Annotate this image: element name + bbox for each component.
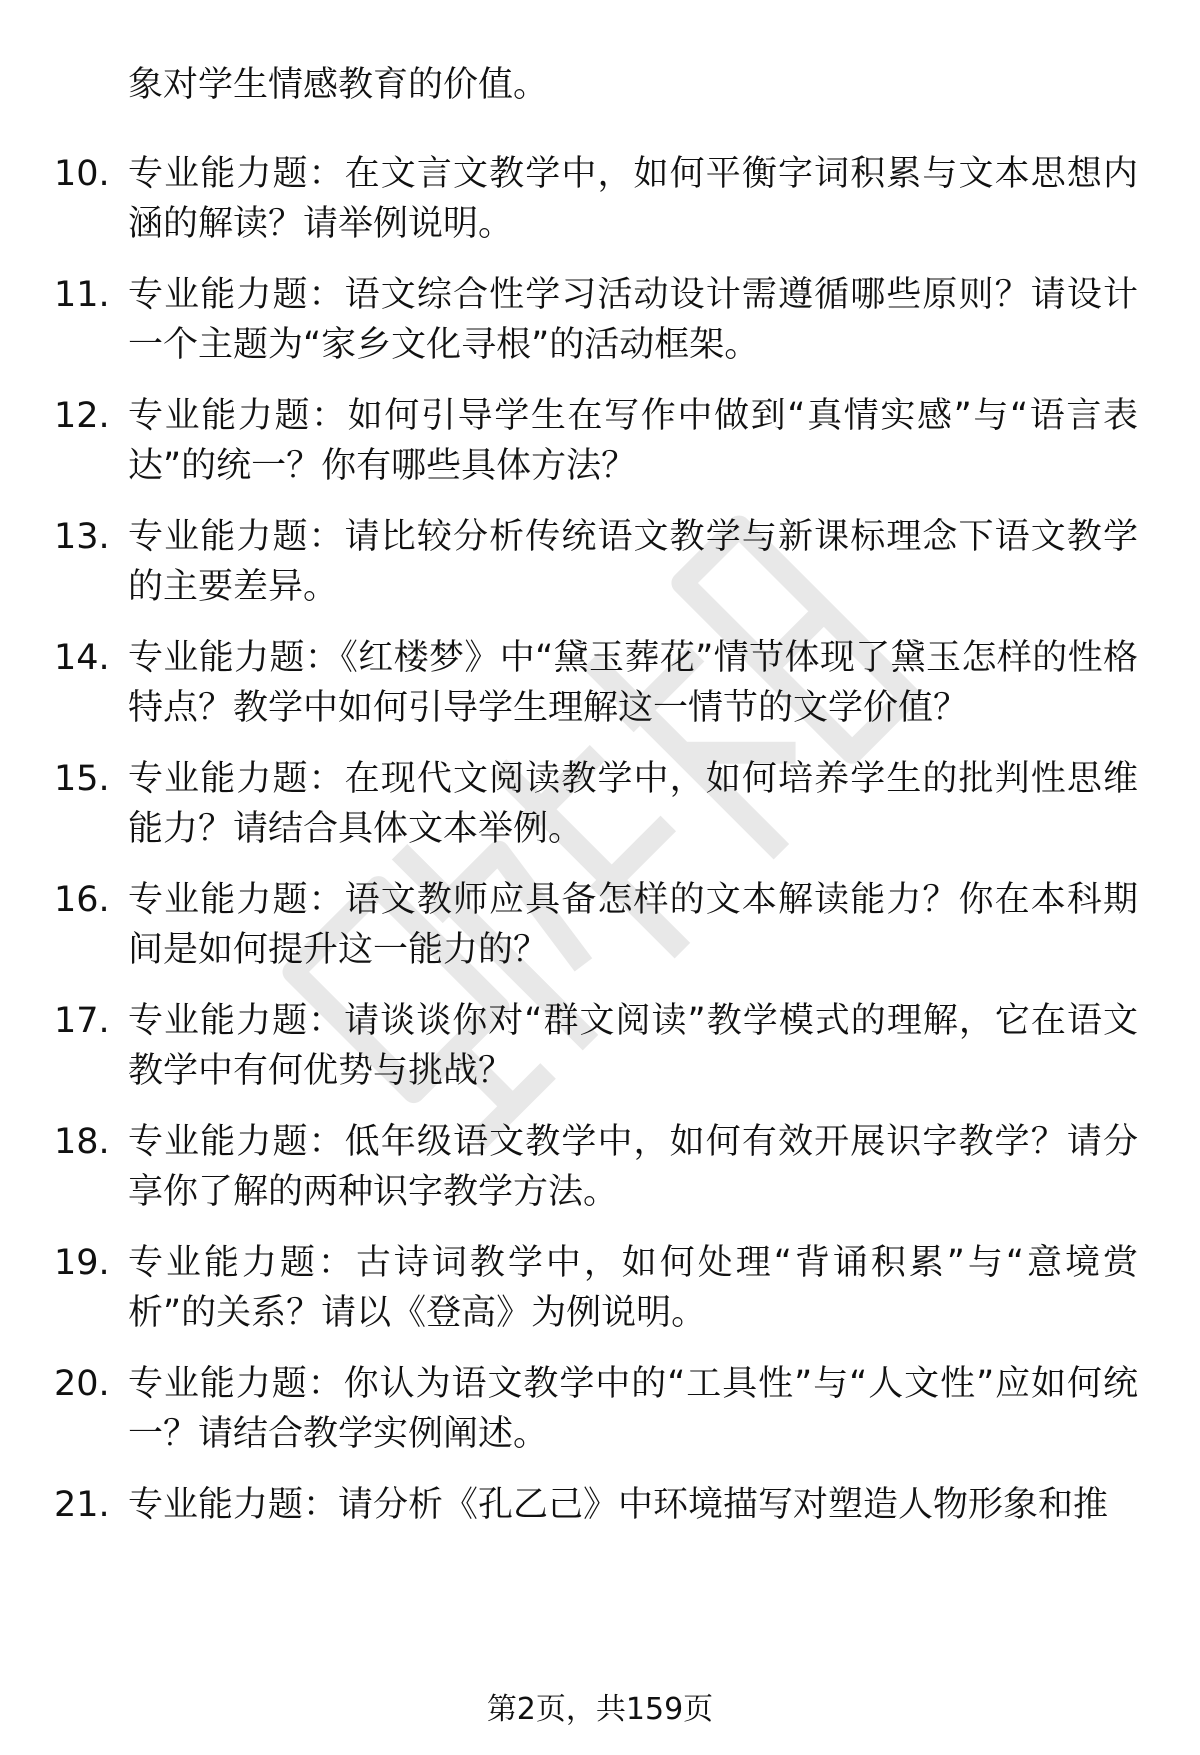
question-list: [0, 149, 1200, 1601]
question-text: 专业能力题：在现代文阅读教学中，如何培养学生的批判性思维能力？请结合具体文本举例。: [128, 759, 1138, 849]
question-item: [0, 633, 1200, 733]
question-item: [0, 1480, 1200, 1580]
question-number: 21.: [54, 1485, 110, 1525]
question-number: 20.: [54, 1364, 110, 1404]
question-item: [0, 512, 1200, 612]
question-item: [0, 754, 1200, 854]
question-number: 12.: [54, 396, 110, 436]
question-number: 16.: [54, 880, 110, 920]
question-number: 17.: [54, 1001, 110, 1041]
question-item: [0, 270, 1200, 370]
question-text: 专业能力题：语文综合性学习活动设计需遵循哪些原则？请设计一个主题为“家乡文化寻根”的活动框架。: [128, 275, 1138, 365]
question-item: [0, 1238, 1200, 1338]
question-item: [0, 149, 1200, 249]
question-item: [0, 996, 1200, 1096]
page-footer: 第2页，共159页: [486, 1692, 714, 1727]
question-text: 专业能力题：如何引导学生在写作中做到“真情实感”与“语言表达”的统一？你有哪些具体方法？: [128, 396, 1138, 486]
question-text: 专业能力题：语文教师应具备怎样的文本解读能力？你在本科期间是如何提升这一能力的？: [128, 880, 1138, 970]
question-item: [0, 1359, 1200, 1459]
question-number: 11.: [54, 275, 110, 315]
question-number: 18.: [54, 1122, 110, 1162]
question-number: 19.: [54, 1243, 110, 1283]
question-text: 专业能力题：请谈谈你对“群文阅读”教学模式的理解，它在语文教学中有何优势与挑战？: [128, 1001, 1138, 1091]
question-text: 专业能力题：低年级语文教学中，如何有效开展识字教学？请分享你了解的两种识字教学方法。: [128, 1122, 1138, 1212]
continuation-text: 象对学生情感教育的价值。: [128, 65, 549, 105]
question-number: 13.: [54, 517, 110, 557]
question-text: 专业能力题：古诗词教学中，如何处理“背诵积累”与“意境赏析”的关系？请以《登高》为例说明。: [128, 1243, 1138, 1333]
question-text: 专业能力题：你认为语文教学中的“工具性”与“人文性”应如何统一？请结合教学实例阐述。: [128, 1364, 1138, 1454]
question-text: 专业能力题：在文言文教学中，如何平衡字词积累与文本思想内涵的解读？请举例说明。: [128, 154, 1138, 244]
question-text: 专业能力题：请分析《孔乙己》中环境描写对塑造人物形象和推: [128, 1485, 1109, 1525]
question-number: 15.: [54, 759, 110, 799]
question-number: 14.: [54, 638, 110, 678]
question-item: [0, 875, 1200, 975]
question-number: 10.: [54, 154, 110, 194]
question-item: [0, 391, 1200, 491]
question-item: [0, 1117, 1200, 1217]
question-text: 专业能力题：《红楼梦》中“黛玉葬花”情节体现了黛玉怎样的性格特点？教学中如何引导学生理解这一情节的文学价值？: [128, 638, 1138, 728]
question-text: 专业能力题：请比较分析传统语文教学与新课标理念下语文教学的主要差异。: [128, 517, 1138, 607]
